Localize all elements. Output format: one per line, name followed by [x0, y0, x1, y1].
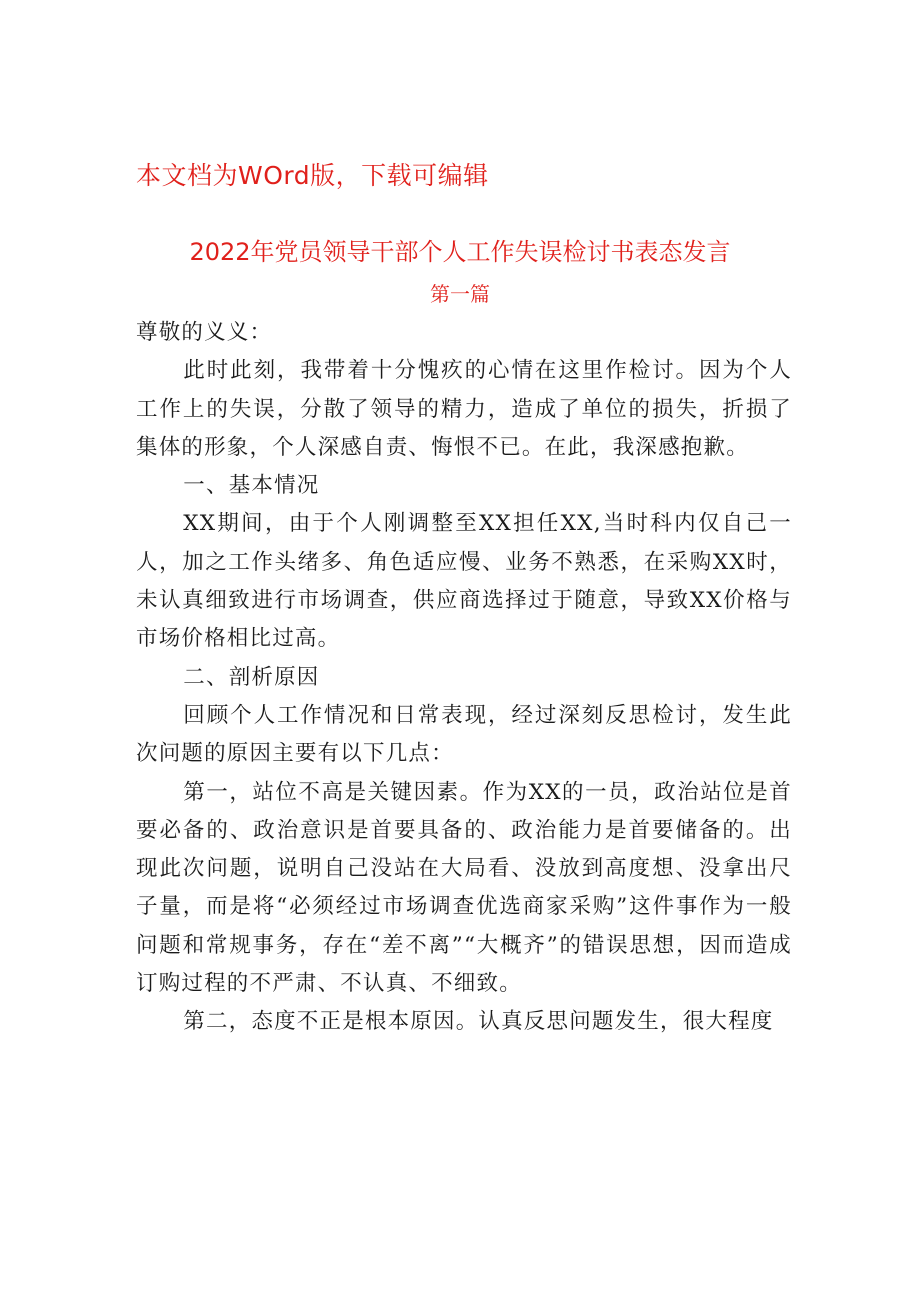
- paragraph-basic-situation: XX期间，由于个人刚调整至XX担任XX,当时科内仅自己一人，加之工作头绪多、角色适应慢、业务不熟悉，在采购XX时，未认真细致进行市场调查，供应商选择过于随意，导致XX价格与市场价格相比过高。: [136, 511, 792, 652]
- paragraph-reason-one: 第一，站位不高是关键因素。作为XX的一员，政治站位是首要必备的、政治意识是首要具备的、政治能力是首要储备的。出现此次问题，说明自己没站在大局看、没放到高度想、没拿出尺子量，而是将“必须经过市场调查优选商家采购”这件事作为一般问题和常规事务，存在“差不离”“大概齐”的错误思想，因而造成订购过程的不严肃、不认真、不细致。: [136, 779, 792, 997]
- section-heading-analysis: 二、剖析原因: [183, 664, 320, 690]
- paragraph-intro: 此时此刻，我带着十分愧疚的心情在这里作检讨。因为个人工作上的失误，分散了领导的精力，造成了单位的损失，折损了集体的形象，个人深感自责、悔恨不已。在此，我深感抱歉。: [136, 358, 792, 460]
- paragraph-reason-two: 第二，态度不正是根本原因。认真反思问题发生，很大程度: [183, 1009, 774, 1035]
- section-heading-basic: 一、基本情况: [183, 473, 320, 499]
- editable-notice: 本文档为WOrd版，下载可编辑: [136, 161, 489, 190]
- document-body: [136, 314, 792, 1042]
- paragraph-analysis-intro: 回顾个人工作情况和日常表现，经过深刻反思检讨，发生此次问题的原因主要有以下几点：: [136, 702, 792, 767]
- salutation: 尊敬的义义：: [136, 320, 273, 345]
- document-title: 2022年党员领导干部个人工作失误检讨书表态发言: [189, 238, 731, 266]
- document-subtitle: 第一篇: [430, 282, 490, 306]
